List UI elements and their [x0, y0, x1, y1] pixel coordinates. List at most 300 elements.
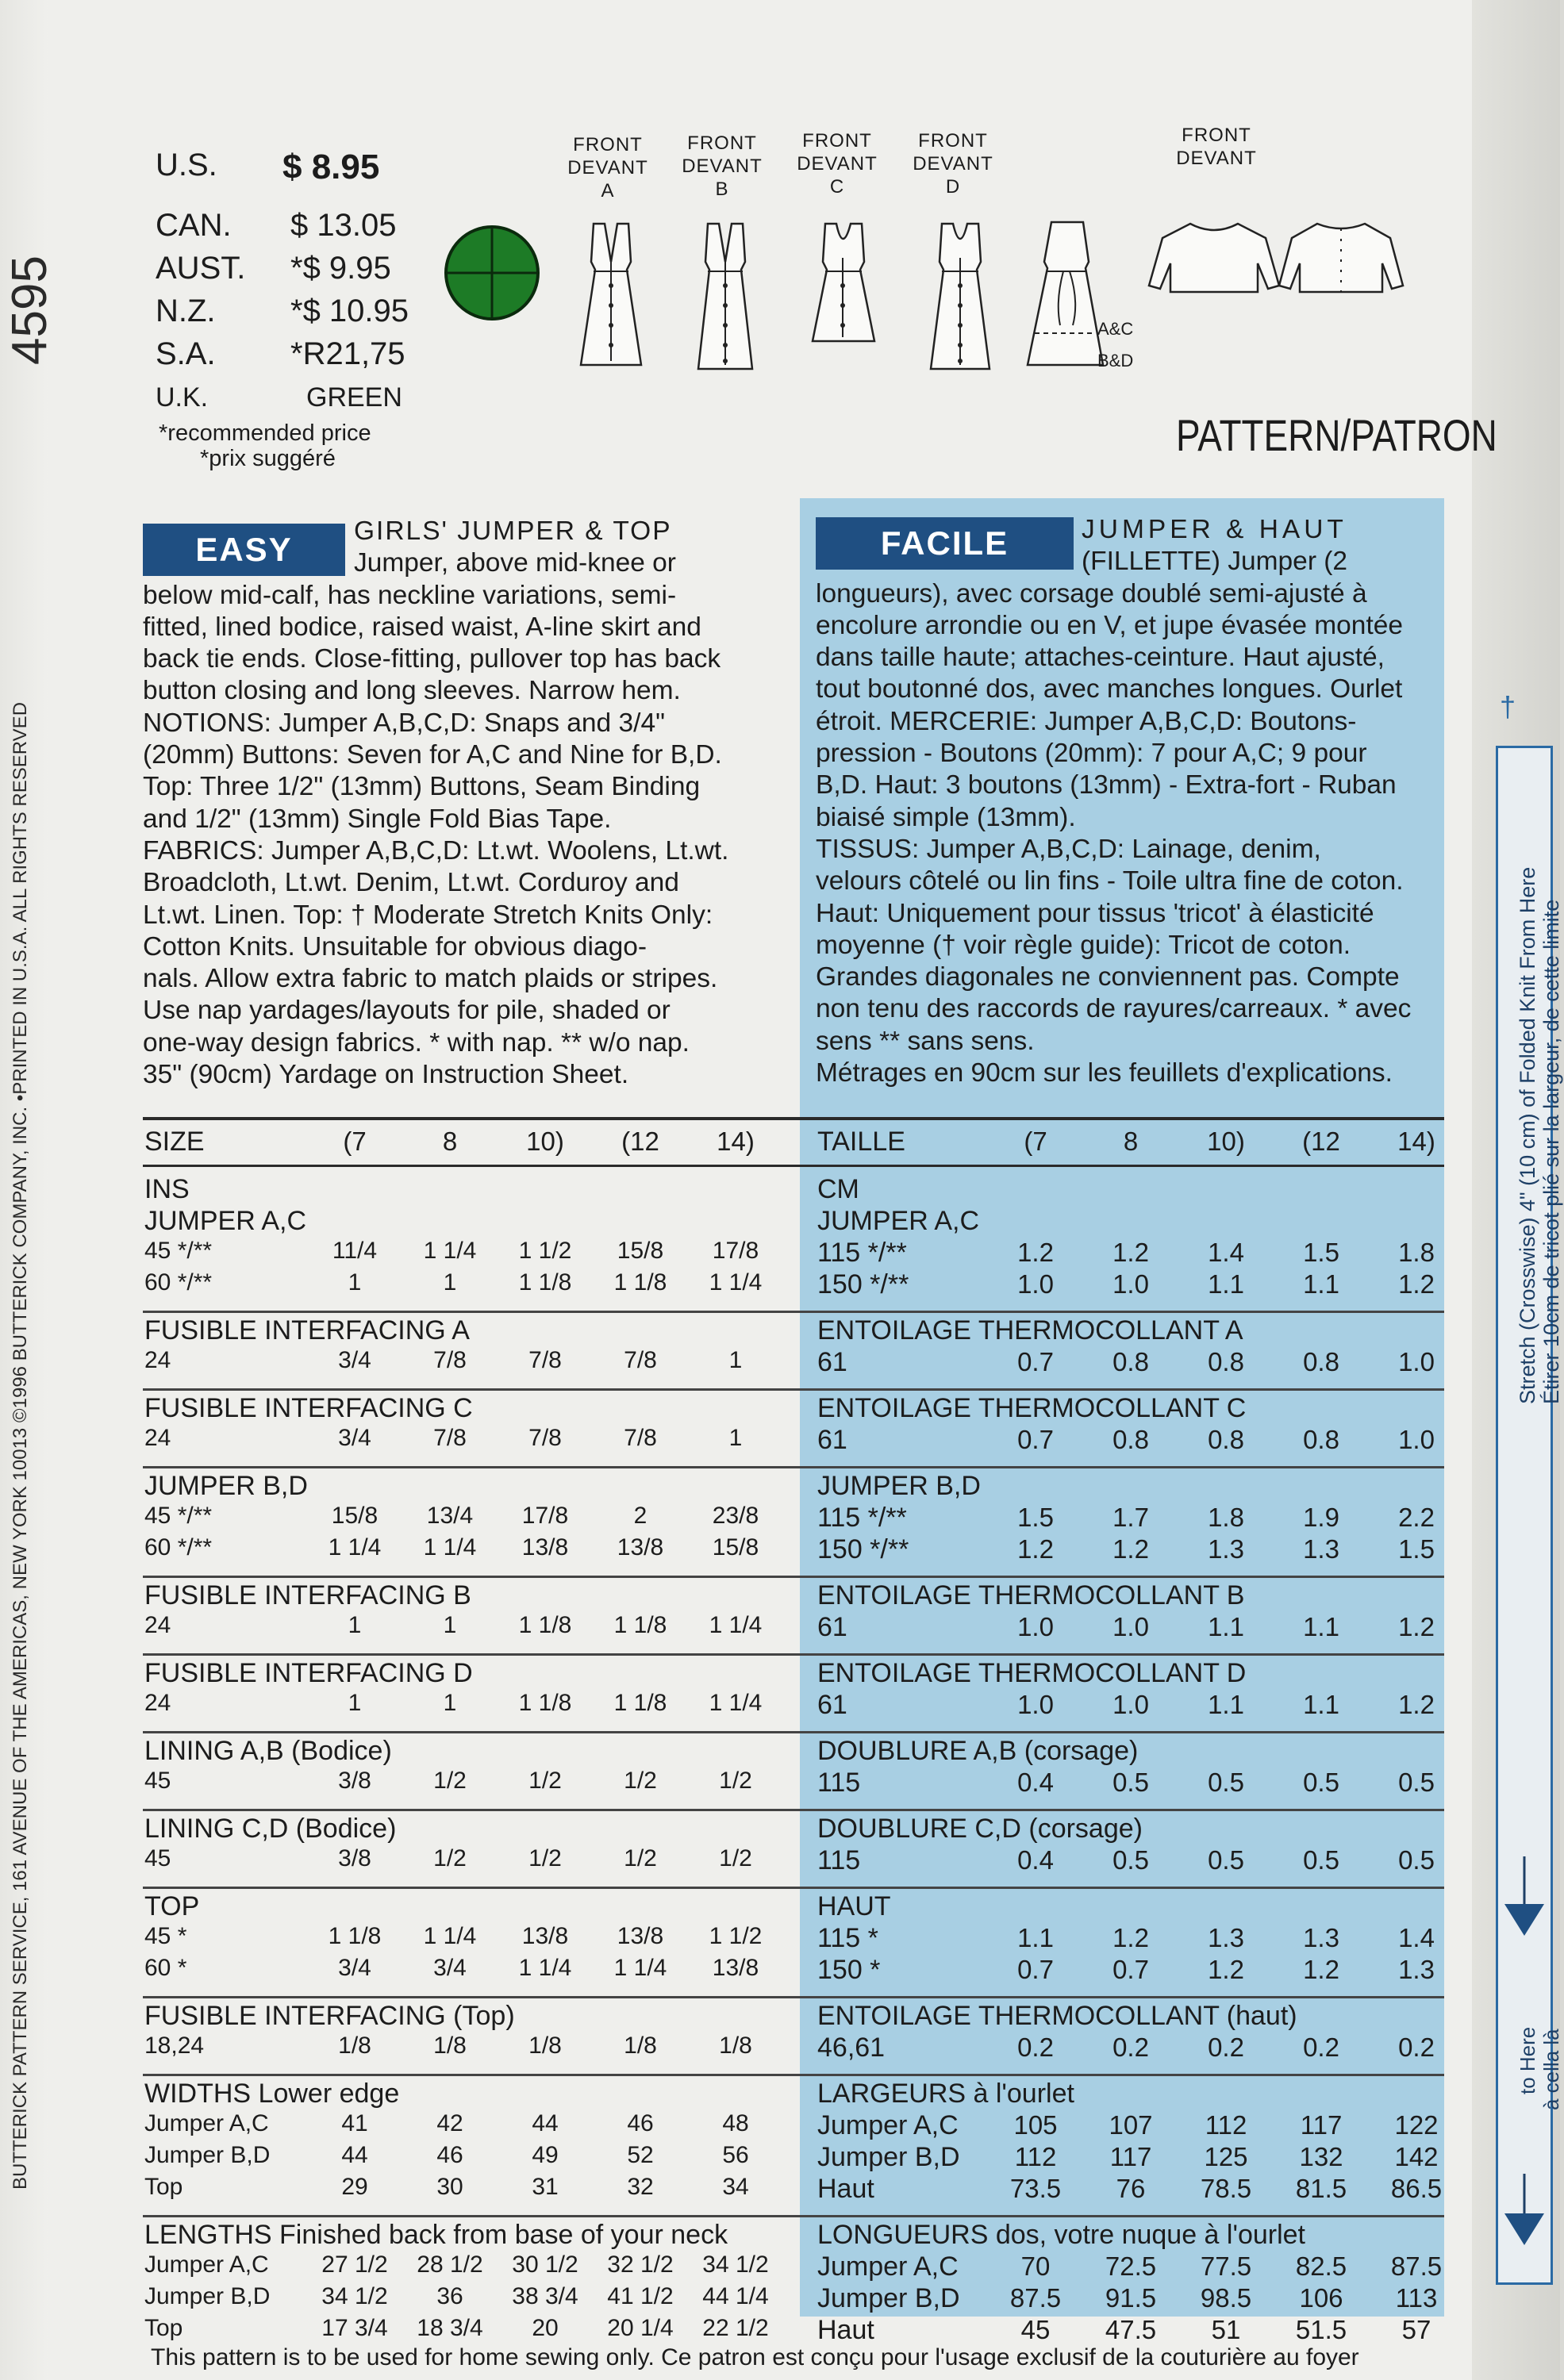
value-cm: 72.5: [1105, 2251, 1157, 2281]
top-front-sketch: [1149, 224, 1279, 292]
value-cm: 117: [1109, 2142, 1152, 2171]
value-cm: 87.5: [1009, 2283, 1062, 2313]
view-label-c: FRONT DEVANT C: [797, 130, 878, 198]
value-ins: 31: [532, 2174, 559, 2200]
section-divider: [143, 1887, 1444, 1889]
row-label-en: Jumper B,D: [144, 2142, 271, 2168]
value-cm: 125: [1204, 2142, 1248, 2171]
value-cm: 1.0: [1017, 1690, 1054, 1719]
section-label-fr: ENTOILAGE THERMOCOLLANT C: [817, 1393, 1247, 1423]
value-cm: 1.2: [1398, 1690, 1435, 1719]
price-country: AUST.: [156, 251, 246, 286]
row-label-fr: 150 *: [817, 1955, 881, 1985]
value-cm: 0.4: [1017, 1845, 1054, 1875]
row-label-en: 45 */**: [144, 1503, 213, 1529]
desc-line: NOTIONS: Jumper A,B,C,D: Snaps and 3/4": [143, 708, 665, 738]
value-ins: 1: [443, 1269, 457, 1296]
value-ins: 1: [728, 1347, 743, 1373]
back-view-label-ac: A&C: [1097, 319, 1134, 339]
unit-cm: CM: [817, 1174, 859, 1204]
value-ins: 13/8: [521, 1534, 569, 1560]
value-ins: 15/8: [331, 1503, 379, 1529]
taille-column-header: (7: [1024, 1127, 1047, 1156]
price-value: $ 13.05: [290, 208, 397, 243]
value-ins: 1/2: [624, 1845, 657, 1871]
jumper-back-sketch: [1028, 222, 1103, 365]
desc-line: velours côtelé ou lin fins - Toile ultra fine de coton.: [816, 866, 1404, 896]
desc-line: non tenu des raccords de rayures/carreaux. * avec: [816, 994, 1412, 1024]
value-ins: 1 1/8: [518, 1690, 572, 1716]
value-ins: 1 1/4: [423, 1923, 477, 1949]
row-label-fr: Jumper A,C: [817, 2251, 959, 2282]
desc-line: encolure arrondie ou en V, et jupe évasée montée: [816, 610, 1404, 640]
value-cm: 0.8: [1208, 1347, 1244, 1376]
desc-line: dans taille haute; attaches-ceinture. Haut ajusté,: [816, 643, 1385, 673]
value-ins: 44 1/4: [702, 2283, 769, 2309]
value-cm: 1.0: [1398, 1347, 1435, 1376]
row-label-en: Jumper A,C: [144, 2110, 269, 2136]
row-label-en: 24: [144, 1425, 171, 1451]
value-cm: 45: [1020, 2315, 1051, 2344]
price-value: *$ 9.95: [290, 251, 391, 286]
value-ins: 3/4: [338, 1347, 371, 1373]
value-ins: 3/8: [338, 1845, 371, 1871]
section-divider: [143, 1653, 1444, 1656]
section-label-fr: LARGEURS à l'ourlet: [817, 2079, 1074, 2109]
value-ins: 1/8: [338, 2033, 371, 2059]
section-divider: [143, 2074, 1444, 2076]
section-label-en: FUSIBLE INTERFACING B: [144, 1580, 471, 1610]
section-label-fr: HAUT: [817, 1891, 891, 1921]
price-note-fr: *prix suggéré: [200, 446, 336, 471]
section-label-fr: DOUBLURE C,D (corsage): [817, 1814, 1143, 1844]
value-cm: 47.5: [1105, 2315, 1157, 2344]
desc-line: Haut: Uniquement pour tissus 'tricot' à élasticité: [816, 898, 1374, 928]
value-cm: 1.3: [1208, 1534, 1244, 1564]
value-cm: 0.8: [1303, 1425, 1339, 1454]
value-cm: 106: [1299, 2283, 1343, 2313]
value-ins: 15/8: [617, 1238, 664, 1264]
value-ins: 1/8: [433, 2033, 467, 2059]
desc-line: (FILLETTE) Jumper (2: [1082, 547, 1348, 577]
section-label-fr: JUMPER A,C: [817, 1206, 980, 1236]
row-label-en: Jumper A,C: [144, 2251, 269, 2278]
value-cm: 0.7: [1017, 1955, 1054, 1984]
value-cm: 70: [1020, 2251, 1051, 2281]
garment-sketches: [555, 214, 1436, 381]
value-ins: 46: [627, 2110, 654, 2136]
desc-line: moyenne († voir règle guide): Tricot de coton.: [816, 930, 1351, 960]
value-ins: 34 1/2: [321, 2283, 388, 2309]
section-label-fr: ENTOILAGE THERMOCOLLANT B: [817, 1580, 1245, 1610]
value-cm: 1.1: [1017, 1923, 1054, 1952]
view-label-b: FRONT DEVANT B: [682, 132, 763, 200]
taille-column-header: 14): [1397, 1127, 1435, 1156]
value-ins: 27 1/2: [321, 2251, 388, 2278]
value-ins: 34: [722, 2174, 749, 2200]
value-cm: 0.7: [1017, 1347, 1054, 1376]
size-column-header: (12: [621, 1127, 659, 1156]
size-header: SIZE: [144, 1127, 205, 1157]
value-cm: 51.5: [1295, 2315, 1347, 2344]
easy-badge: EASY: [143, 524, 345, 576]
value-cm: 0.5: [1303, 1845, 1339, 1875]
value-ins: 42: [436, 2110, 463, 2136]
desc-line: fitted, lined bodice, raised waist, A-line skirt and: [143, 612, 701, 642]
value-cm: 0.5: [1112, 1768, 1149, 1797]
value-ins: 28 1/2: [417, 2251, 483, 2278]
desc-line: longueurs), avec corsage doublé semi-ajusté à: [816, 578, 1367, 608]
row-label-fr: 150 */**: [817, 1269, 909, 1299]
desc-line: below mid-calf, has neckline variations, semi-: [143, 580, 677, 610]
value-ins: 13/8: [617, 1923, 664, 1949]
value-ins: 1/2: [433, 1768, 467, 1794]
value-cm: 1.3: [1303, 1534, 1339, 1564]
value-ins: 20: [532, 2315, 559, 2341]
to-here-fr: à cella là: [1539, 2029, 1563, 2110]
row-label-fr: Haut: [817, 2315, 874, 2345]
value-ins: 1 1/4: [709, 1690, 763, 1716]
price-value: $ 8.95: [282, 148, 380, 186]
value-cm: 0.7: [1017, 1425, 1054, 1454]
value-cm: 0.8: [1303, 1347, 1339, 1376]
value-cm: 1.9: [1303, 1503, 1339, 1532]
publisher-imprint: BUTTERICK PATTERN SERVICE, 161 AVENUE OF THE AMERICAS, NEW YORK 10013 ©1996 BUTTERICK COMPANY, INC. •PRINTED IN U.S.A. ALL RIGHTS RESERVED: [10, 701, 31, 2190]
value-cm: 1.4: [1398, 1923, 1435, 1952]
dagger-mark: †: [1500, 690, 1516, 723]
row-label-en: 45 */**: [144, 1238, 213, 1264]
price-value: GREEN: [306, 382, 402, 413]
row-label-fr: Haut: [817, 2174, 874, 2204]
value-ins: 34 1/2: [702, 2251, 769, 2278]
value-ins: 30 1/2: [512, 2251, 578, 2278]
value-ins: 17/8: [521, 1503, 569, 1529]
section-label-fr: ENTOILAGE THERMOCOLLANT D: [817, 1658, 1247, 1688]
value-cm: 1.2: [1112, 1238, 1149, 1267]
value-ins: 49: [532, 2142, 559, 2168]
value-ins: 13/8: [521, 1923, 569, 1949]
value-cm: 142: [1394, 2142, 1439, 2171]
value-ins: 32 1/2: [607, 2251, 674, 2278]
table-top-rule: [143, 1117, 1444, 1120]
desc-line: (20mm) Buttons: Seven for A,C and Nine for B,D.: [143, 740, 722, 770]
value-cm: 0.7: [1112, 1955, 1149, 1984]
value-cm: 1.0: [1112, 1690, 1149, 1719]
price-value: *R21,75: [290, 336, 405, 371]
value-cm: 1.2: [1398, 1269, 1435, 1299]
section-divider: [143, 1466, 1444, 1468]
section-label-fr: ENTOILAGE THERMOCOLLANT A: [817, 1315, 1243, 1345]
value-cm: 91.5: [1105, 2283, 1157, 2313]
row-label-en: Top: [144, 2315, 183, 2341]
row-label-fr: 61: [817, 1347, 847, 1377]
taille-column-header: 8: [1123, 1127, 1139, 1156]
desc-line: Broadcloth, Lt.wt. Denim, Lt.wt. Corduroy and: [143, 868, 679, 898]
value-ins: 1/2: [528, 1845, 562, 1871]
value-cm: 87.5: [1390, 2251, 1443, 2281]
value-cm: 0.2: [1303, 2033, 1339, 2062]
unit-ins: INS: [144, 1174, 190, 1204]
value-ins: 3/4: [338, 1955, 371, 1981]
value-cm: 122: [1394, 2110, 1439, 2140]
price-country: CAN.: [156, 208, 232, 243]
value-cm: 112: [1014, 2142, 1057, 2171]
value-cm: 1.2: [1112, 1923, 1149, 1952]
value-ins: 1: [443, 1612, 457, 1638]
value-cm: 76: [1116, 2174, 1146, 2203]
desc-line: FABRICS: Jumper A,B,C,D: Lt.wt. Woolens, Lt.wt.: [143, 835, 729, 866]
view-label-d: FRONT DEVANT D: [913, 130, 993, 198]
desc-line: JUMPER & HAUT: [1082, 515, 1347, 544]
value-ins: 56: [722, 2142, 749, 2168]
value-cm: 1.2: [1112, 1534, 1149, 1564]
value-cm: 1.0: [1017, 1612, 1054, 1641]
value-ins: 13/4: [426, 1503, 474, 1529]
value-cm: 1.1: [1208, 1690, 1244, 1719]
taille-column-header: (12: [1302, 1127, 1340, 1156]
size-column-header: (7: [343, 1127, 367, 1156]
value-cm: 0.2: [1398, 2033, 1435, 2062]
value-cm: 107: [1109, 2110, 1153, 2140]
value-ins: 1 1/4: [518, 1955, 572, 1981]
value-cm: 1.3: [1303, 1923, 1339, 1952]
desc-line: B,D. Haut: 3 boutons (13mm) - Extra-fort - Ruban: [816, 770, 1397, 800]
value-cm: 0.2: [1017, 2033, 1054, 2062]
value-cm: 98.5: [1200, 2283, 1252, 2313]
size-column-header: 14): [717, 1127, 755, 1156]
value-ins: 7/8: [433, 1425, 467, 1451]
value-cm: 1.2: [1017, 1238, 1054, 1267]
value-ins: 1 1/2: [709, 1923, 763, 1949]
value-cm: 1.2: [1398, 1612, 1435, 1641]
back-view-label-bd: B&D: [1097, 351, 1134, 370]
section-divider: [143, 1809, 1444, 1811]
price-country: N.Z.: [156, 294, 216, 328]
value-ins: 7/8: [433, 1347, 467, 1373]
desc-line: nals. Allow extra fabric to match plaids or stripes.: [143, 964, 718, 994]
desc-line: one-way design fabrics. * with nap. ** w/o nap.: [143, 1027, 690, 1058]
section-label-en: FUSIBLE INTERFACING D: [144, 1658, 473, 1688]
value-ins: 1/2: [624, 1768, 657, 1794]
value-ins: 1/2: [528, 1768, 562, 1794]
value-cm: 1.1: [1303, 1690, 1339, 1719]
desc-line: Jumper, above mid-knee or: [354, 548, 676, 578]
row-label-en: 24: [144, 1347, 171, 1373]
value-ins: 41 1/2: [607, 2283, 674, 2309]
desc-line: and 1/2" (13mm) Single Fold Bias Tape.: [143, 804, 612, 834]
value-cm: 1.1: [1208, 1612, 1244, 1641]
row-label-fr: Jumper B,D: [817, 2142, 960, 2172]
value-cm: 1.1: [1303, 1612, 1339, 1641]
desc-line: TISSUS: Jumper A,B,C,D: Lainage, denim,: [816, 834, 1321, 864]
value-cm: 86.5: [1390, 2174, 1443, 2203]
desc-line: Cotton Knits. Unsuitable for obvious diago-: [143, 931, 647, 962]
value-ins: 7/8: [528, 1425, 562, 1451]
price-value: *$ 10.95: [290, 294, 409, 328]
value-cm: 1.5: [1017, 1503, 1054, 1532]
value-ins: 1 1/4: [423, 1238, 477, 1264]
section-label-en: FUSIBLE INTERFACING A: [144, 1315, 470, 1345]
desc-line: étroit. MERCERIE: Jumper A,B,C,D: Boutons-: [816, 706, 1357, 736]
section-label-en: TOP: [144, 1891, 200, 1921]
section-divider: [143, 2215, 1444, 2217]
row-label-en: 24: [144, 1690, 171, 1716]
value-ins: 3/4: [338, 1425, 371, 1451]
value-cm: 73.5: [1009, 2174, 1062, 2203]
value-cm: 0.5: [1208, 1768, 1244, 1797]
section-label-en: LINING A,B (Bodice): [144, 1736, 392, 1766]
stretch-text-fr: Étirer 10cm de tricot plié sur la largeur, de cette limite: [1539, 899, 1563, 1404]
row-label-en: Top: [144, 2174, 183, 2200]
value-ins: 7/8: [624, 1347, 657, 1373]
row-label-en: 18,24: [144, 2033, 205, 2059]
value-ins: 7/8: [528, 1347, 562, 1373]
value-ins: 7/8: [624, 1425, 657, 1451]
value-ins: 1: [728, 1425, 743, 1451]
value-ins: 17 3/4: [321, 2315, 388, 2341]
section-divider: [143, 1388, 1444, 1391]
home-sewing-notice: This pattern is to be used for home sewing only. Ce patron est conçu pour l'usage exclusif de la couturière au foyer: [151, 2344, 1359, 2370]
value-cm: 1.0: [1112, 1269, 1149, 1299]
row-label-en: 60 */**: [144, 1269, 213, 1296]
to-here-en: to Here: [1516, 2026, 1539, 2094]
section-divider: [143, 1996, 1444, 1998]
value-ins: 2: [633, 1503, 648, 1529]
row-label-en: 45: [144, 1845, 171, 1871]
value-ins: 1: [348, 1612, 362, 1638]
value-ins: 1/8: [528, 2033, 562, 2059]
facile-badge: FACILE: [816, 517, 1074, 570]
value-ins: 22 1/2: [702, 2315, 769, 2341]
row-label-fr: 46,61: [817, 2033, 886, 2063]
row-label-en: 60 */**: [144, 1534, 213, 1560]
value-ins: 1 1/8: [518, 1269, 572, 1296]
value-cm: 1.3: [1398, 1955, 1435, 1984]
value-cm: 1.2: [1208, 1955, 1244, 1984]
value-cm: 0.5: [1303, 1768, 1339, 1797]
row-label-en: Jumper B,D: [144, 2283, 271, 2309]
value-cm: 82.5: [1295, 2251, 1347, 2281]
pattern-patron-title: PATTERN/PATRON: [1176, 410, 1497, 460]
taille-column-header: 10): [1207, 1127, 1245, 1156]
desc-line: Use nap yardages/layouts for pile, shaded or: [143, 996, 671, 1026]
value-cm: 1.4: [1208, 1238, 1244, 1267]
value-ins: 32: [627, 2174, 654, 2200]
price-country: U.K.: [156, 382, 209, 413]
row-label-fr: Jumper B,D: [817, 2283, 960, 2313]
value-ins: 15/8: [712, 1534, 759, 1560]
value-cm: 2.2: [1398, 1503, 1435, 1532]
value-cm: 77.5: [1200, 2251, 1252, 2281]
taille-header: TAILLE: [817, 1127, 905, 1157]
value-cm: 117: [1300, 2110, 1343, 2140]
green-dot-icon: [441, 222, 543, 324]
section-label-en: WIDTHS Lower edge: [144, 2079, 400, 2109]
section-label-en: JUMPER A,C: [144, 1206, 307, 1236]
value-ins: 46: [436, 2142, 463, 2168]
value-ins: 20 1/4: [607, 2315, 674, 2341]
pattern-number: 4595: [2, 255, 57, 365]
section-label-en: FUSIBLE INTERFACING (Top): [144, 2001, 515, 2031]
value-ins: 29: [341, 2174, 368, 2200]
price-country: U.S.: [156, 148, 217, 182]
value-cm: 105: [1013, 2110, 1058, 2140]
value-ins: 1 1/4: [709, 1612, 763, 1638]
desc-line: button closing and long sleeves. Narrow hem.: [143, 676, 681, 706]
desc-line: Lt.wt. Linen. Top: † Moderate Stretch Knits Only:: [143, 900, 713, 930]
row-label-fr: 115: [817, 1845, 861, 1875]
value-ins: 44: [532, 2110, 559, 2136]
value-cm: 0.8: [1112, 1347, 1149, 1376]
value-ins: 1 1/4: [423, 1534, 477, 1560]
description-french: [816, 514, 1447, 1089]
value-cm: 1.0: [1017, 1269, 1054, 1299]
value-ins: 1/2: [433, 1845, 467, 1871]
view-label-a: FRONT DEVANT A: [567, 134, 648, 202]
desc-line: Grandes diagonales ne conviennent pas. Compte: [816, 962, 1400, 992]
desc-line: Top: Three 1/2" (13mm) Buttons, Seam Binding: [143, 772, 701, 802]
value-ins: 1 1/4: [328, 1534, 382, 1560]
section-label-en: LENGTHS Finished back from base of your neck: [144, 2220, 728, 2250]
value-ins: 1 1/4: [613, 1955, 667, 1981]
value-cm: 1.5: [1303, 1238, 1339, 1267]
row-label-en: 45: [144, 1768, 171, 1794]
desc-line: biaisé simple (13mm).: [816, 802, 1076, 832]
value-cm: 132: [1299, 2142, 1343, 2171]
value-ins: 23/8: [712, 1503, 759, 1529]
value-ins: 1: [443, 1690, 457, 1716]
value-ins: 1/8: [719, 2033, 752, 2059]
value-cm: 0.2: [1208, 2033, 1244, 2062]
section-label-en: JUMPER B,D: [144, 1471, 308, 1501]
desc-line: pression - Boutons (20mm): 7 pour A,C; 9 pour: [816, 739, 1367, 769]
row-label-en: 60 *: [144, 1955, 187, 1981]
value-ins: 1 1/4: [709, 1269, 763, 1296]
value-cm: 78.5: [1200, 2174, 1252, 2203]
value-cm: 1.2: [1303, 1955, 1339, 1984]
section-label-fr: LONGUEURS dos, votre nuque à l'ourlet: [817, 2220, 1306, 2250]
value-cm: 0.5: [1112, 1845, 1149, 1875]
value-ins: 52: [627, 2142, 654, 2168]
desc-line: back tie ends. Close-fitting, pullover top has back: [143, 644, 721, 674]
value-cm: 1.1: [1303, 1269, 1339, 1299]
value-cm: 1.8: [1208, 1503, 1244, 1532]
section-label-fr: ENTOILAGE THERMOCOLLANT (haut): [817, 2001, 1297, 2031]
section-label-fr: DOUBLURE A,B (corsage): [817, 1736, 1139, 1766]
value-ins: 1 1/8: [328, 1923, 382, 1949]
value-cm: 113: [1395, 2283, 1438, 2313]
value-cm: 57: [1401, 2315, 1431, 2344]
value-ins: 1 1/8: [518, 1612, 572, 1638]
value-cm: 1.2: [1017, 1534, 1054, 1564]
row-label-en: 24: [144, 1612, 171, 1638]
value-ins: 38 3/4: [512, 2283, 578, 2309]
value-cm: 0.4: [1017, 1768, 1054, 1797]
value-cm: 0.5: [1208, 1845, 1244, 1875]
value-ins: 41: [341, 2110, 368, 2136]
value-ins: 1/2: [719, 1768, 752, 1794]
stretch-text-en: Stretch (Crosswise) 4" (10 cm) of Folded Knit From Here: [1516, 866, 1539, 1404]
value-ins: 1/2: [719, 1845, 752, 1871]
section-divider: [143, 1731, 1444, 1733]
row-label-fr: 115 *: [817, 1923, 878, 1953]
value-cm: 112: [1205, 2110, 1247, 2140]
row-label-fr: 150 */**: [817, 1534, 909, 1564]
row-label-fr: 61: [817, 1690, 847, 1720]
value-cm: 1.8: [1398, 1238, 1435, 1267]
section-label-en: FUSIBLE INTERFACING C: [144, 1393, 473, 1423]
header-rule: [143, 1165, 1444, 1167]
